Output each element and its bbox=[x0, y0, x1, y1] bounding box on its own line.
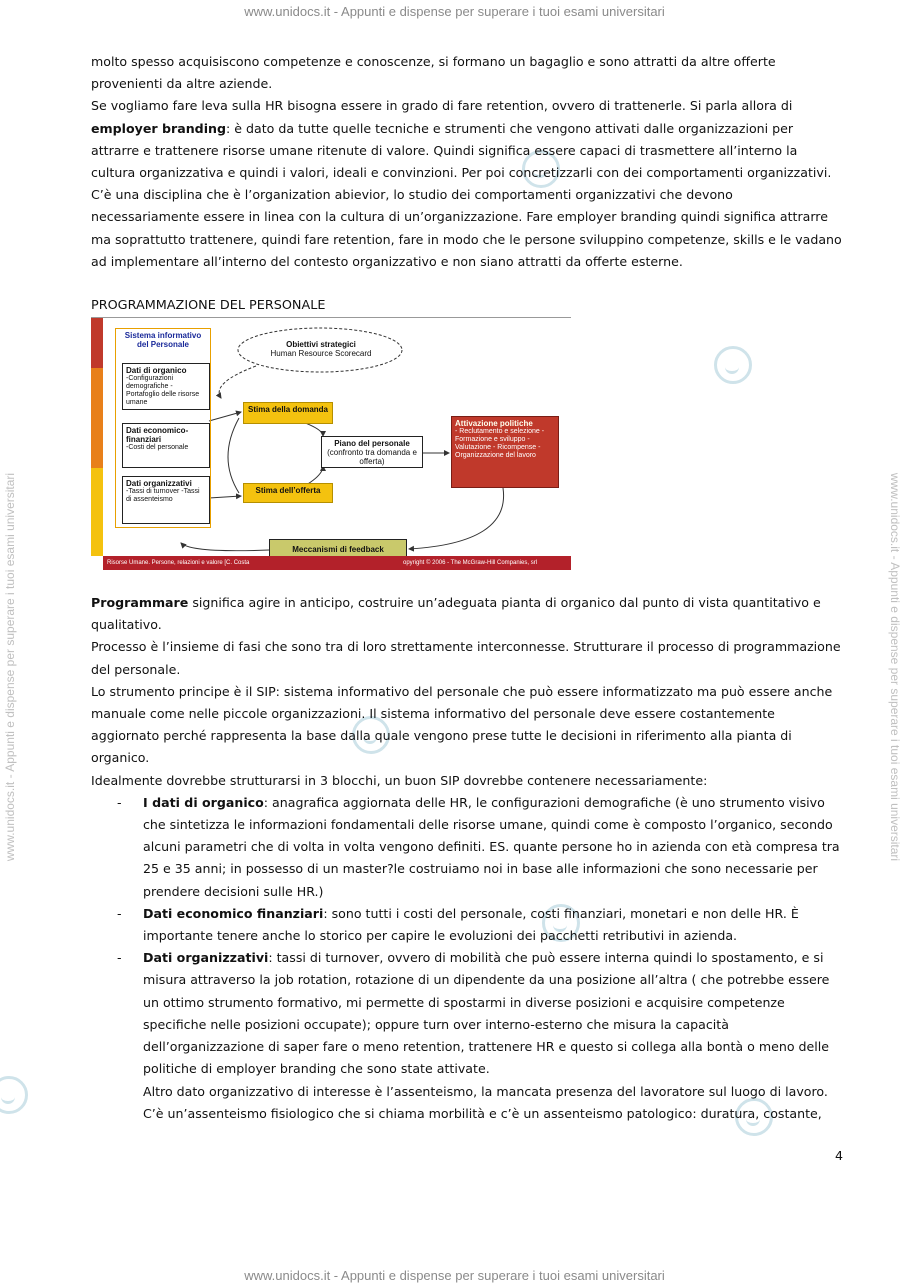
sip-blocks-list bbox=[91, 792, 843, 1125]
text-span: : tassi di turnover, ovvero di mobilità che può essere interna quindi lo spostamento, e si misura attraverso la job rotation, rotazione di un dipendente da una posizione all’altra ( che potrebbe essere un ottimo strumento formativo, mi permette di spostarmi in diverse posizioni e acquisire competenze specifiche nelle posizioni occupate); oppure turn over interno-esterno che misura la capacità dell’organizzazione di saper fare o meno retention, trattenere HR e questo si collega alla bontà o meno delle politiche di employer branding che sono state attivate. bbox=[143, 950, 830, 1077]
box-title: Dati economico-finanziari bbox=[126, 426, 189, 445]
paragraph bbox=[91, 95, 843, 273]
obiettivi-title: Obiettivi strategici bbox=[286, 340, 356, 350]
bold-term: Dati economico finanziari bbox=[143, 905, 324, 921]
text-span: Se vogliamo fare leva sulla HR bisogna essere in grado di fare retention, ovvero di trattenerle. Si parla allora di bbox=[91, 98, 793, 114]
text-span: : è dato da tutte quelle tecniche e strumenti che vengono attivati dalle organizzazioni per attrarre e trattenere risorse umane ritenute di valore. Quindi significa essere capaci di trasmettere all’interno la cultura organizzativa e quindi i valori, ideali e convinzioni. Per poi concretizzarli con dei comportamenti organizzativi. C’è una disciplina che è l’organization abievior, lo studio dei comportamenti organizzativi che devono necessariamente essere in linea con la cultura di un’organizzazione. Fare employer branding quindi significa attrarre ma soprattutto trattenere, quindi fare retention, fare in modo che le persone sviluppino competenze, skills e le vadano ad implementare all’interno del contesto organizzativo e non siano attratti da offerte esterne. bbox=[91, 120, 842, 269]
figure-footer-left: Risorse Umane. Persone, relazioni e valore [C. Costa bbox=[107, 560, 250, 567]
bold-term: employer branding bbox=[91, 120, 226, 136]
left-side-watermark: www.unidocs.it - Appunti e dispense per superare i tuoi esami universitari bbox=[3, 472, 17, 862]
footer-watermark: www.unidocs.it - Appunti e dispense per superare i tuoi esami universitari bbox=[244, 1268, 665, 1283]
list-dash: - bbox=[117, 950, 122, 966]
paragraph: molto spesso acquisiscono competenze e conoscenze, si formano un bagaglio e sono attratti da altre offerte provenienti da altre aziende. bbox=[91, 54, 776, 92]
stima-domanda-box: Stima della domanda bbox=[243, 402, 333, 424]
figure-footer bbox=[103, 556, 571, 570]
dati-economici-box bbox=[122, 423, 210, 468]
paragraph bbox=[91, 592, 843, 636]
sis-title: Sistema informativo del Personale bbox=[124, 331, 202, 350]
box-items: -Costi del personale bbox=[126, 444, 189, 452]
paragraph: Idealmente dovrebbe strutturarsi in 3 blocchi, un buon SIP dovrebbe contenere necessariamente: bbox=[91, 772, 708, 788]
watermark-logo-icon bbox=[0, 1076, 28, 1114]
paragraph: Lo strumento principe è il SIP: sistema informativo del personale che può essere informatizzato ma può essere anche manuale come nelle piccole organizzazioni. Il sistema informativo del personale deve essere costantemente aggiornato perché rappresenta la base dalla quale vengono prese tutte le decisioni in riferimento alla pianta di organico. bbox=[91, 683, 833, 766]
text-span: : anagrafica aggiornata delle HR, le configurazioni demografiche (è uno strumento visivo che sintetizza le informazioni fondamentali delle risorse umane, quindi come è composto l’organico, secondo alcuni parametri che di volta in volta vengono definiti. ES. quante persone ho in azienda con età compresa tra 25 e 35 anni; in possesso di un master?le costruiamo noi in base alle informazioni che sono necessarie per prendere decisioni sulle HR.) bbox=[143, 794, 840, 899]
stima-offerta-box: Stima dell’offerta bbox=[243, 483, 333, 503]
box-title: Dati organizzativi bbox=[126, 479, 192, 489]
programmazione-diagram bbox=[91, 317, 571, 570]
box-title: Dati di organico bbox=[126, 366, 187, 376]
header-watermark: www.unidocs.it - Appunti e dispense per superare i tuoi esami universitari bbox=[244, 4, 665, 19]
list-item-continuation: Altro dato organizzativo di interesse è l’assenteismo, la mancata presenza del lavoratore sul luogo di lavoro. C’è un’assenteismo fisiologico che si chiama morbilità e c’è un assenteismo patologico: duratura, costante, bbox=[143, 1083, 828, 1121]
dati-organico-box bbox=[122, 363, 210, 410]
page-number: 4 bbox=[835, 1148, 844, 1163]
text-span: significa agire in anticipo, costruire un’adeguata pianta di organico dal punto di vista quantitativo e qualitativo. bbox=[91, 595, 821, 633]
box-items: -Tassi di turnover -Tassi di assenteismo bbox=[126, 488, 200, 504]
list-item bbox=[91, 903, 843, 947]
attivazione-title: Attivazione politiche bbox=[455, 419, 533, 429]
list-item bbox=[91, 792, 843, 903]
list-dash: - bbox=[117, 905, 122, 921]
feedback-box: Meccanismi di feedback bbox=[269, 539, 407, 559]
dati-organizzativi-box bbox=[122, 476, 210, 524]
bold-term: Dati organizzativi bbox=[143, 950, 269, 966]
page-content bbox=[91, 51, 843, 1125]
attivazione-politiche-box bbox=[451, 416, 559, 488]
paragraph: Processo è l’insieme di fasi che sono tra di loro strettamente interconnesse. Strutturare il processo di programmazione del personale. bbox=[91, 639, 841, 677]
obiettivi-subtitle: Human Resource Scorecard bbox=[270, 349, 372, 359]
list-item bbox=[91, 947, 843, 1125]
text-span: : sono tutti i costi del personale, costi finanziari, monetari e non delle HR. È importante tenere anche lo storico per capire le evoluzioni dei pacchetti retributivi in azienda. bbox=[143, 905, 799, 944]
right-side-watermark: www.unidocs.it - Appunti e dispense per superare i tuoi esami universitari bbox=[888, 472, 902, 862]
attivazione-items: - Reclutamento e selezione - Formazione e sviluppo - Valutazione - Ricompense - Organizzazione del lavoro bbox=[455, 428, 545, 460]
piano-personale-box bbox=[321, 436, 423, 468]
piano-title: Piano del personale bbox=[334, 439, 410, 449]
bold-term: Programmare bbox=[91, 595, 189, 611]
box-items: -Configurazioni demografiche -Portafoglio delle risorse umane bbox=[126, 375, 200, 407]
list-dash: - bbox=[117, 794, 122, 810]
obiettivi-label bbox=[251, 338, 391, 364]
section-title: PROGRAMMAZIONE DEL PERSONALE bbox=[91, 298, 326, 314]
piano-subtitle: (confronto tra domanda e offerta) bbox=[327, 448, 417, 467]
figure-footer-right: opyright © 2006 - The McGraw-Hill Companies, srl bbox=[403, 560, 538, 567]
bold-term: I dati di organico bbox=[143, 794, 264, 810]
